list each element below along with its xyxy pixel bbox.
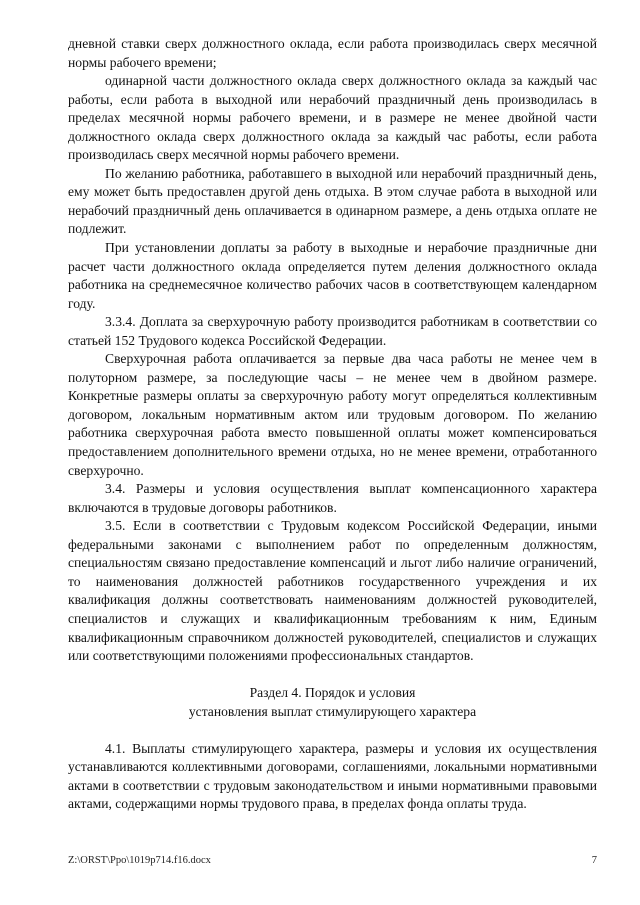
paragraph: 3.4. Размеры и условия осуществления выплат компенсационного характера включаются в трудовые договоры работников. <box>68 481 597 515</box>
paragraphs-top <box>68 35 597 666</box>
paragraph: 3.5. Если в соответствии с Трудовым кодексом Российской Федерации, иными федеральными законами с выполнением работ по определенным должностям, специальностям связано предоставление компенсаций и льгот либо наличие ограничений, то наименования должностей работников государственного учреждения и их квалификация должны соответствовать наименованиям должностей руководителей, специалистов и служащих и квалификационным требованиям к ним, Единым квалификационным справочником должностей руководителей, специалистов и служащих или соответствующими положениями профессиональных стандартов. <box>68 518 597 664</box>
file-path: Z:\ORST\Ppo\1019p714.f16.docx <box>68 855 211 866</box>
paragraph: дневной ставки сверх должностного оклада, если работа производилась сверх месячной нормы рабочего времени; <box>68 36 597 70</box>
paragraph: 3.3.4. Доплата за сверхурочную работу производится работникам в соответствии со статьей 152 Трудового кодекса Российской Федерации. <box>68 314 597 348</box>
section-heading-line2: установления выплат стимулирующего характера <box>188 703 477 719</box>
paragraph: 4.1. Выплаты стимулирующего характера, размеры и условия их осуществления устанавливаются коллективными договорами, соглашениями, локальными нормативными актами в соответствии с трудовым законодательством и иными нормативными правовыми актами, содержащими нормы трудового права, в пределах фонда оплаты труда. <box>68 740 597 812</box>
paragraphs-bottom <box>68 740 597 814</box>
paragraph: Сверхурочная работа оплачивается за первые два часа работы не менее чем в полуторном размере, за последующие часы – не менее чем в двойном размере. Конкретные размеры оплаты за сверхурочную работу могут определяться коллективным договором, локальным нормативным актом или трудовым договором. По желанию работника сверхурочная работа вместо повышенной оплаты может компенсироваться предоставлением дополнительного времени отдыха, но не менее времени, отработанного сверхурочно. <box>68 351 597 478</box>
paragraph: При установлении доплаты за работу в выходные и нерабочие праздничные дни расчет части должностного оклада определяется путем деления должностного оклада работника на среднемесячное количество рабочих часов в соответствующем календарном году. <box>68 240 597 311</box>
paragraph: По желанию работника, работавшего в выходной или нерабочий праздничный день, ему может быть предоставлен другой день отдыха. В этом случае работа в выходной или нерабочий праздничный день оплачивается в одинарном размере, а день отдыха оплате не подлежит. <box>68 165 597 237</box>
section-heading <box>68 684 597 721</box>
page-number: 7 <box>591 855 597 866</box>
paragraph: одинарной части должностного оклада сверх должностного оклада за каждый час работы, если работа в выходной или нерабочий праздничный день производилась в пределах месячной нормы рабочего времени, и в размере не менее двойной части должностного оклада сверх должностного оклада за каждый час работы, если работа производилась сверх месячной нормы рабочего времени. <box>68 73 597 163</box>
section-heading-line1: Раздел 4. Порядок и условия <box>249 685 416 701</box>
document-body <box>68 35 597 814</box>
